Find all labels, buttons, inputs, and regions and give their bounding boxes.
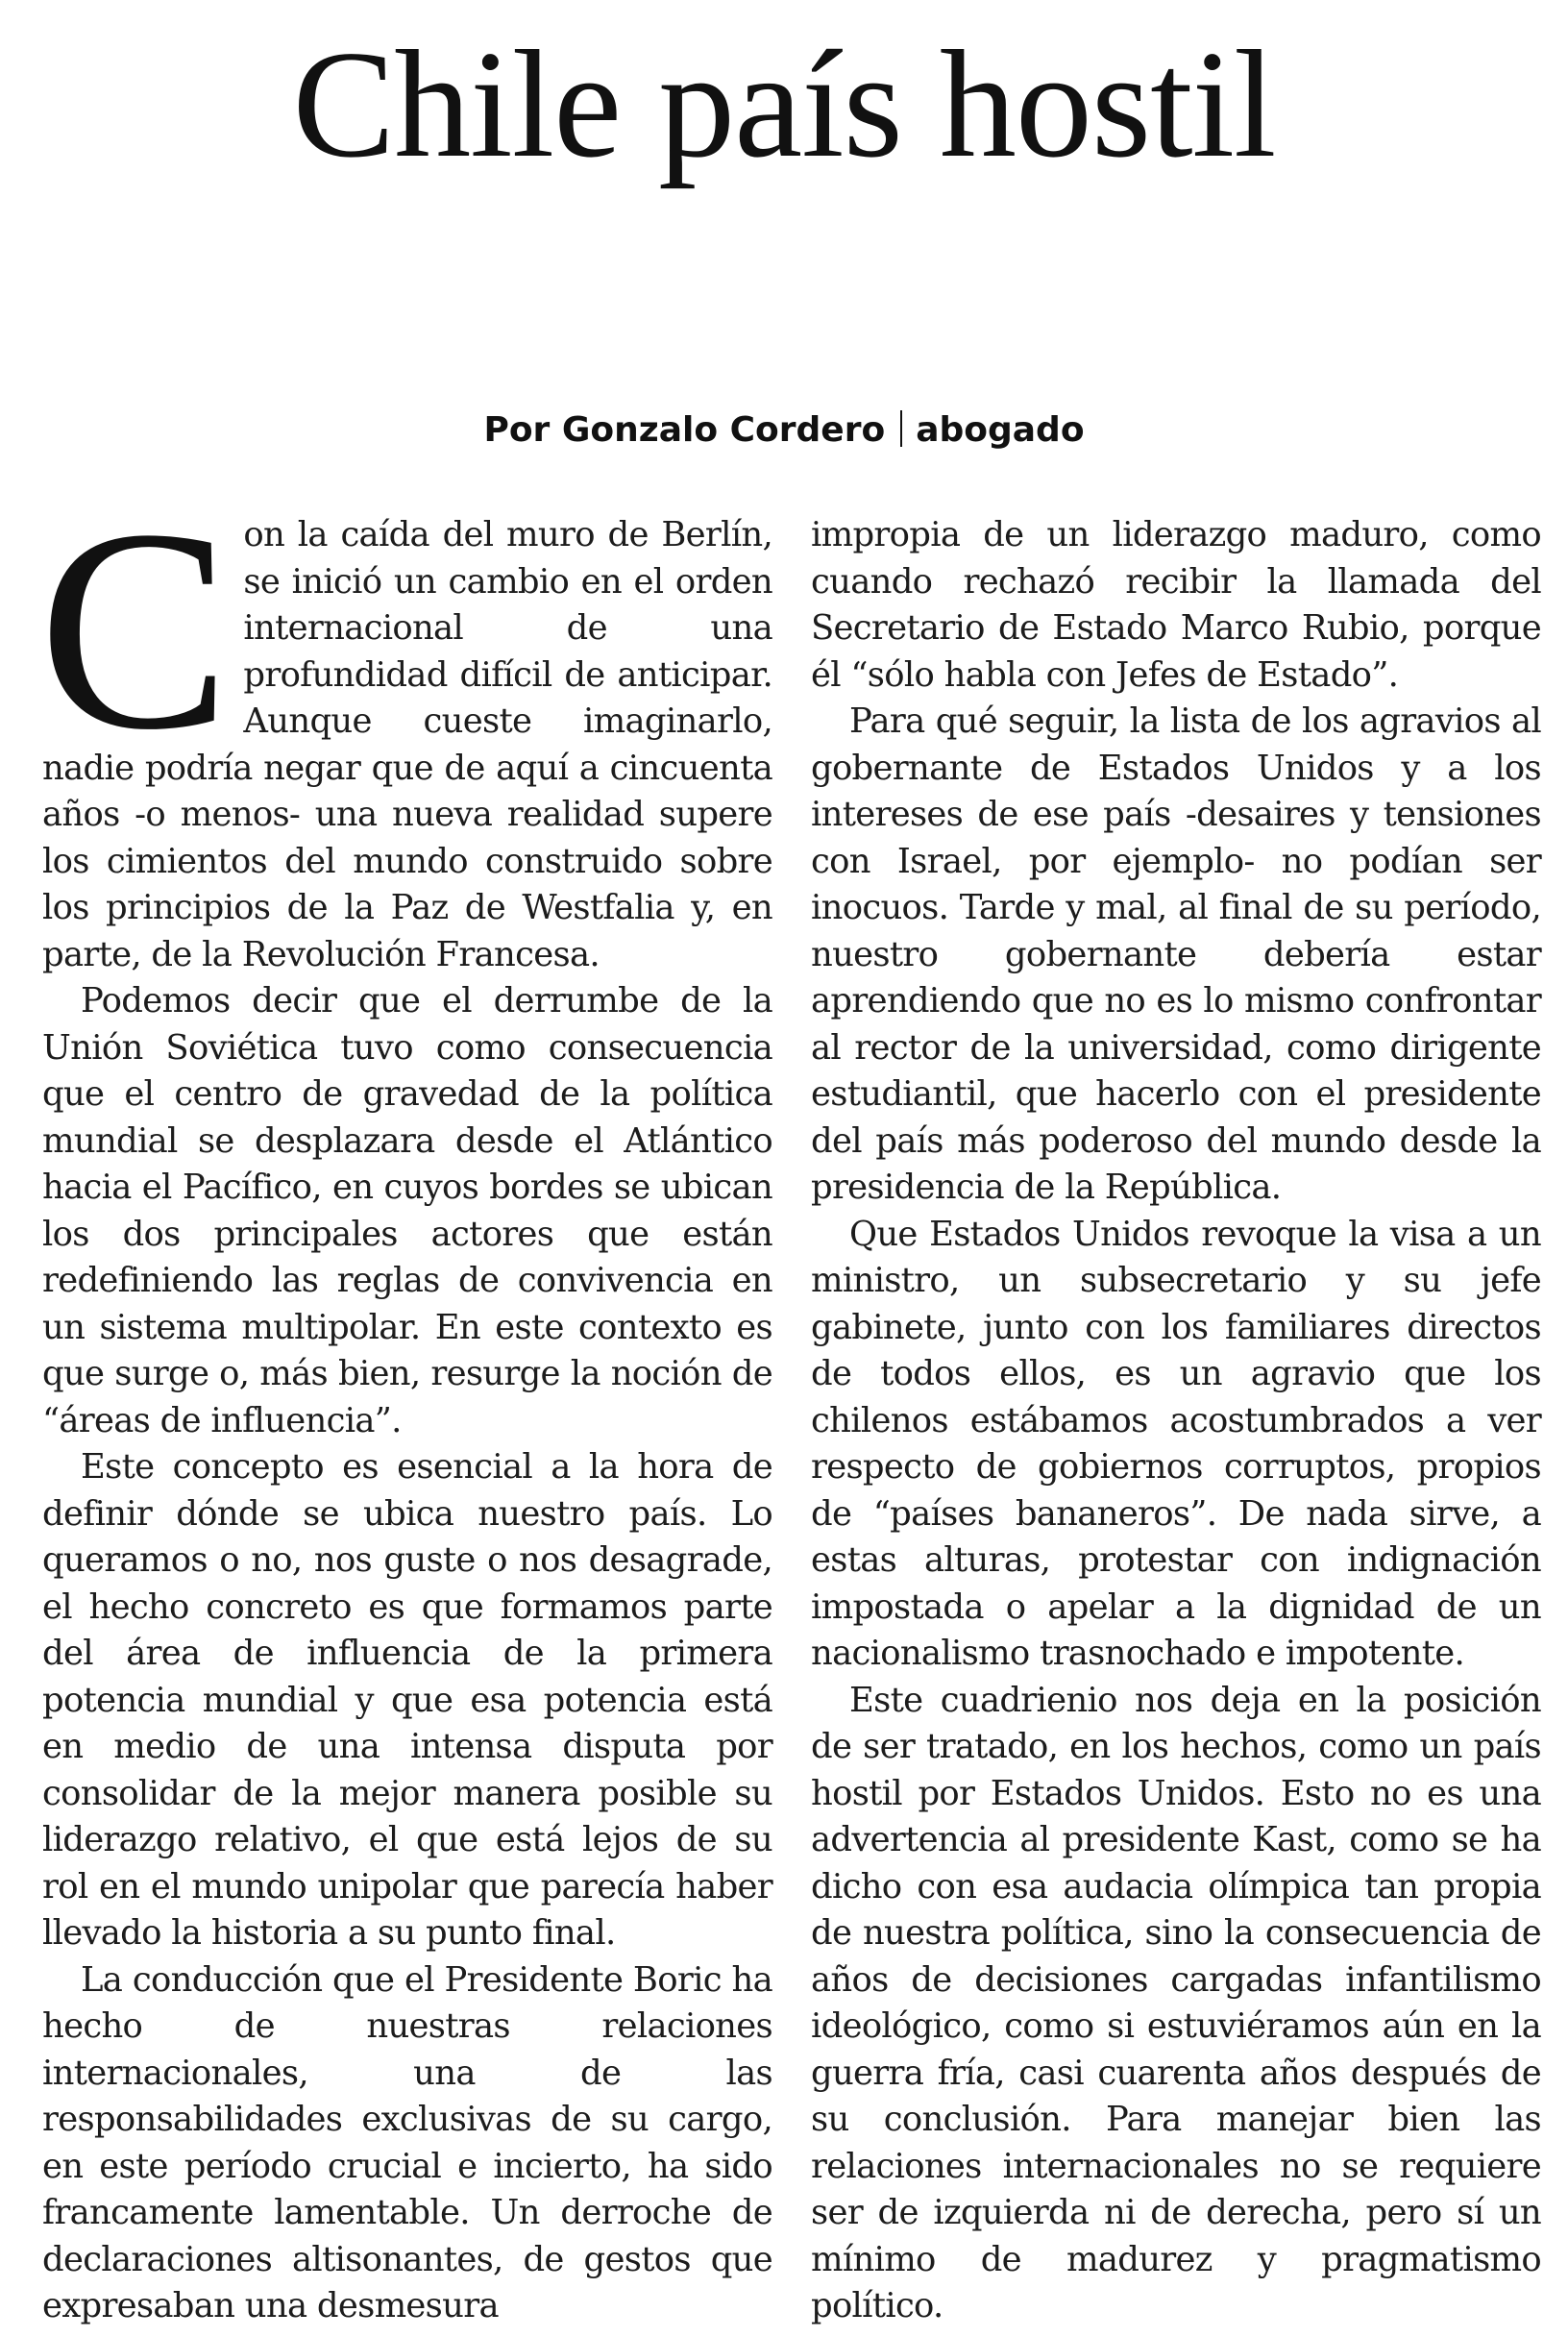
right-column: [811, 512, 1541, 2330]
article-paragraph-1: [38, 470, 772, 978]
article-paragraph-4: La conducción que el Presidente Boric ha hecho de nuestras relaciones internacionales, una de las responsabilidades exclusivas de su cargo, en este período crucial e incierto, ha sido francamente lamentable. Un derroche de declaraciones altisonantes, de gestos que expresaban una desmesura: [42, 1959, 772, 2325]
article-paragraph-6: Que Estados Unidos revoque la visa a un ministro, un subsecretario y su jefe gabinete, junto con los familiares directos de todos ellos, es un agravio que los chilenos estábamos acostumbrados a ver respecto de gobiernos corruptos, propios de “países bananeros”. De nada sirve, a estas alturas, protestar con indignación impostada o apelar a la dignidad de un nacionalismo trasnochado e impotente.: [811, 1214, 1541, 1673]
article-title: Chile país hostil: [292, 18, 1276, 189]
article-paragraph-5: Para qué seguir, la lista de los agravios al gobernante de Estados Unidos y a los intereses de ese país -desaires y tensiones con Israel, por ejemplo- no podían ser inocuos. Tarde y mal, al final de su período, nuestro gobernante debería estar aprendiendo que no es lo mismo confrontar al rector de la universidad, como dirigente estudiantil, que hacerlo con el presidente del país más poderoso del mundo desde la presidencia de la República.: [811, 701, 1541, 1207]
article-paragraph-7: Este cuadrienio nos deja en la posición de ser tratado, en los hechos, como un país hostil por Estados Unidos. Esto no es una advertencia al presidente Kast, como se ha dicho con esa audacia olímpica tan propia de nuestra política, sino la consecuencia de años de decisiones cargadas infantilismo ideológico, como si estuviéramos aún en la guerra fría, casi cuarenta años después de su conclusión. Para manejar bien las relaciones internacionales no se requiere ser de izquierda ni de derecha, pero sí un mínimo de madurez y pragmatismo político.: [811, 1680, 1541, 2325]
left-column: [38, 470, 772, 2330]
article-paragraph-3: Este concepto es esencial a la hora de definir dónde se ubica nuestro país. Lo queramos o no, nos guste o nos desagrade, el hecho concreto es que formamos parte del área de influencia de la primera potencia mundial y que esa potencia está en medio de una intensa disputa por consolidar de la mejor manera posible su liderazgo relativo, el que está lejos de su rol en el mundo unipolar que parecía haber llevado la historia a su punto final.: [42, 1447, 772, 1953]
byline-author: Por Gonzalo Cordero: [483, 410, 886, 450]
byline: [0, 410, 1568, 450]
article-paragraph-4-continued: impropia de un liderazgo maduro, como cuando rechazó recibir la llamada del Secretario de Estado Marco Rubio, porque él “sólo habla con Jefes de Estado”.: [811, 515, 1541, 695]
byline-divider: [900, 410, 902, 447]
first-paragraph-text: on la caída del muro de Berlín, se inició un cambio en el orden internacional de una profundidad difícil de anticipar. Aunque cueste imaginarlo, nadie podría negar que de aquí a cincuenta años -o menos- una nueva realidad supere los cimientos del mundo construido sobre los principios de la Paz de Westfalia y, en parte, de la Revolución Francesa.: [42, 515, 772, 974]
drop-cap: C: [38, 470, 231, 789]
article-paragraph-2: Podemos decir que el derrumbe de la Unión Soviética tuvo como consecuencia que el centro de gravedad de la política mundial se desplazara desde el Atlántico hacia el Pacífico, en cuyos bordes se ubican los dos principales actores que están redefiniendo las reglas de convivencia en un sistema multipolar. En este contexto es que surge o, más bien, resurge la noción de “áreas de influencia”.: [42, 981, 772, 1440]
byline-role: abogado: [916, 410, 1085, 450]
